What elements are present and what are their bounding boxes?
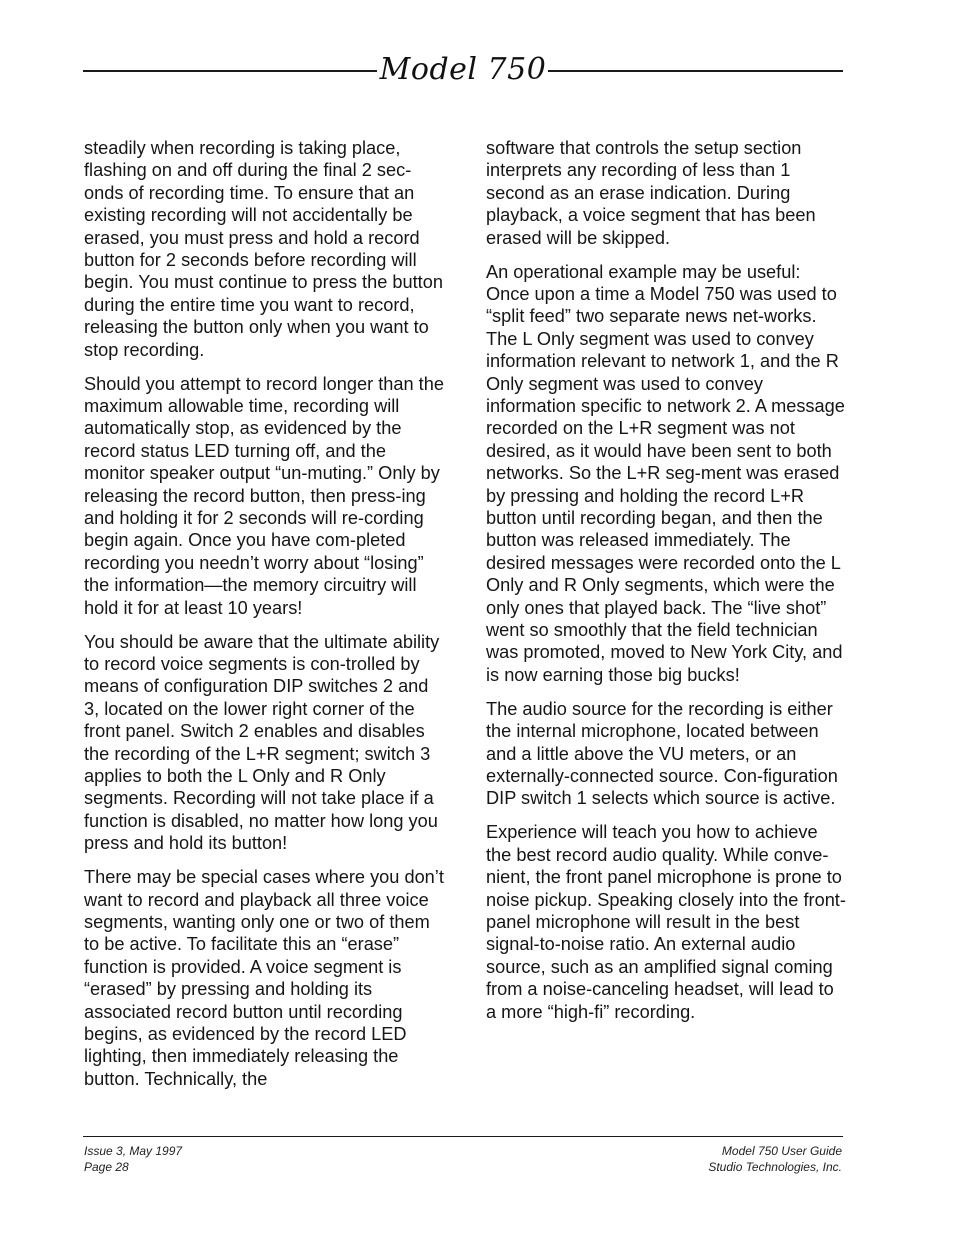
company-name: Studio Technologies, Inc. [708,1159,842,1174]
left-text-column [84,137,444,1102]
header-rule-right [548,70,843,72]
paragraph: You should be aware that the ultimate ability to record voice segments is con-trolled by means of configuration DIP switches 2 and 3, located on the lower right corner of the front panel. Switch 2 enables and disables the recording of the L+R segment; switch 3 applies to both the L Only and R Only segments. Recording will not take place if a function is disabled, no matter how long you press and hold its button! [84,631,440,854]
footer-left [84,1144,182,1175]
paragraph: Experience will teach you how to achieve the best record audio quality. While conve-nient, the front panel microphone is prone to noise pickup. Speaking closely into the front-panel microphone will result in the best signal-to-noise ratio. An external audio source, such as an amplified signal coming from a noise-canceling headset, will lead to a more “high-fi” recording. [486,822,846,1022]
paragraph: The audio source for the recording is either the internal microphone, located between and a little above the VU meters, or an externally-connected source. Con-figuration DIP switch 1 selects which source is active. [486,698,838,809]
guide-title: Model 750 User Guide [721,1144,842,1158]
paragraph: software that controls the setup section interprets any recording of less than 1 second as an erase indication. During playback, a voice segment that has been erased will be skipped. [486,138,816,248]
paragraph: An operational example may be useful: Once upon a time a Model 750 was used to “split feed” two separate news net-works. The L Only segment was used to convey information relevant to network 1, and the R Only segment was used to convey information specific to network 2. A message recorded on the L+R segment was not desired, as it would have been sent to both networks. So the L+R seg-ment was erased by pressing and holding the record L+R button until recording began, and then the button was released immediately. The desired messages were recorded onto the L Only and R Only segments, which were the only ones that played back. The “live shot” went so smoothly that the field technician was promoted, moved to New York City, and is now earning those big bucks! [486,261,845,685]
page-number: Page 28 [84,1159,129,1174]
header-rule-left [83,70,377,72]
paragraph: steadily when recording is taking place, flashing on and off during the final 2 sec-onds of recording time. To ensure that an existing recording will not accidentally be erased, you must press and hold a record button for 2 seconds before recording will begin. You must continue to press the button during the entire time you want to record, releasing the button only when you want to stop recording. [84,138,443,360]
issue-date: Issue 3, May 1997 [84,1144,183,1158]
footer-right [708,1144,842,1175]
footer-rule [83,1136,843,1137]
page-header-title: Model 750 [379,52,547,87]
paragraph: There may be special cases where you don’t want to record and playback all three voice segments, wanting only one or two of them to be active. To facilitate this an “erase” function is provided. A voice segment is “erased” by pressing and holding its associated record button until recording begins, as evidenced by the record LED lighting, then immediately releasing the button. Technically, the [84,867,444,1089]
paragraph: Should you attempt to record longer than the maximum allowable time, recording will automatically stop, as evidenced by the record status LED turning off, and the monitor speaker output “un-muting.” Only by releasing the record button, then press-ing and holding it for 2 seconds will re-cording begin again. Once you have com-pleted recording you needn’t worry about “losing” the information—the memory circuitry will hold it for at least 10 years! [84,373,444,618]
right-text-column [486,137,846,1034]
